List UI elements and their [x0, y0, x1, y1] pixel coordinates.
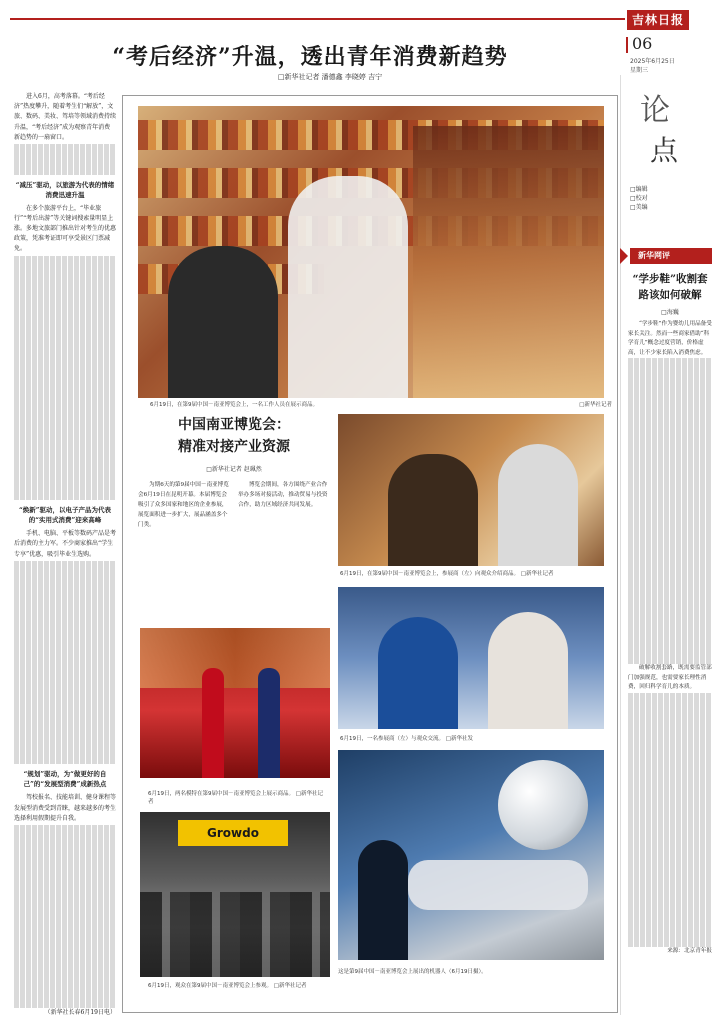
model-figure-right — [258, 668, 280, 778]
photo-shoe-stall — [138, 106, 604, 398]
article-paragraph-1: 在多个旅游平台上，“毕业旅行”“考后出游”等关键词搜索量明显上涨。多地文旅部门推出针对考生的优惠政策，凭准考证即可享受景区门票减免。 — [14, 204, 117, 253]
photo-robot-exhibit — [338, 750, 604, 960]
sub-article-byline: □新华社记者 赵珮然 — [206, 466, 262, 473]
photo-exhibitor-demo — [338, 414, 604, 566]
blue-photo-caption-text: 6月19日，一名参展商（左）与观众交流。 — [340, 736, 444, 742]
robot-photo-caption-text: 这是第9届中国－南亚博览会上展出的机器人（6月19日摄）。 — [338, 969, 487, 975]
opinion-body — [628, 320, 712, 1012]
robot-arms — [408, 860, 588, 910]
sub-article-col-2 — [238, 480, 330, 620]
section-title-line-2: 点 — [650, 134, 681, 167]
newspaper-logo: 吉林日报 — [627, 10, 689, 30]
editor-credits — [630, 185, 648, 212]
opinion-paragraph-2: 破解收割套路，既需要监管部门加强规范，也需要家长理性消费，回归科学育儿的本质。 — [628, 665, 712, 691]
opinion-author: □海巍 — [661, 309, 679, 316]
article-paragraph-3: 驾校报名、技能培训、健身课程等发展型消费受到青睐，越来越多的考生选择利用假期提升自我。 — [14, 794, 117, 822]
crowd-figures — [140, 892, 330, 977]
issue-date — [630, 57, 675, 75]
visitor-figure — [168, 246, 278, 398]
man-photo-caption — [340, 570, 604, 578]
photo-visitors-booth — [140, 812, 330, 977]
booth-sign: Growdo — [178, 820, 288, 846]
operator-figure — [358, 840, 408, 960]
robot-head — [498, 760, 588, 850]
column-divider — [620, 75, 621, 1015]
robot-photo-caption — [338, 968, 604, 976]
top-photo-credit: □新华社记者 — [579, 402, 612, 408]
proofreader-credit: □校对 — [630, 195, 648, 202]
top-photo-caption: 6月19日，在第9届中国－南亚博览会上，一名工作人员在展示商品。 — [150, 402, 318, 408]
masthead-rule — [10, 18, 625, 20]
left-article — [14, 92, 117, 1017]
article-subhead-2: “焕新”驱动，以电子产品为代表的“实用式消费”迎来高峰 — [19, 506, 111, 525]
sub-article-body — [138, 480, 330, 620]
sub-article-col-1 — [138, 480, 230, 620]
opinion-paragraph-1: “学步鞋”作为婴幼儿用品备受家长关注。然而一些商家借助“科学育儿”概念过度营销，价格虚高，让不少家长陷入消费焦虑。 — [628, 321, 712, 356]
visitor-figure-2 — [498, 444, 578, 566]
sub-article-title-line-2: 精准对接产业资源 — [178, 439, 290, 455]
page-number-value: 06 — [632, 34, 653, 53]
exhibitor-blue-figure — [378, 617, 458, 729]
sub-article-col-1-text: 为期6天的第9届中国－南亚博览会6月19日在昆明开幕。本届博览会吸引了众多国家和地区的企业参展，展览面积进一步扩大，展品涵盖多个门类。 — [138, 482, 229, 528]
blue-photo-caption — [340, 735, 604, 743]
sub-article-col-2-text: 博览会期间，各方围绕产业合作举办多场对接活动，推动贸易与投资合作，助力区域经济共同发展。 — [238, 482, 328, 508]
weekday-text: 星期三 — [630, 67, 649, 74]
editor-credit: □编辑 — [630, 186, 648, 193]
photo-exhibitor-chat — [338, 587, 604, 729]
article-intro: 进入6月，高考落幕。“考后经济”热度攀升，随着考生们“解放”，文旅、数码、美妆、驾培等领域消费持续升温，“考后经济”成为观察青年消费新趋势的一扇窗口。 — [14, 93, 117, 141]
visitor-figure-3 — [488, 612, 568, 729]
opinion-title: “学步鞋”收割套路该如何破解 — [632, 273, 708, 301]
headline-byline: □新华社记者 潘德鑫 李晓婷 吉宁 — [277, 73, 383, 81]
model-figure-left — [202, 668, 224, 778]
man-photo-caption-text: 6月19日，在第9届中国－南亚博览会上，参展商（左）向观众介绍商品。 — [340, 571, 519, 577]
sub-article-title-line-1: 中国南亚博览会： — [178, 417, 290, 433]
column-banner: 新华网评 — [630, 248, 712, 264]
crowd-photo-credit: □新华社记者 — [273, 983, 307, 989]
article-subhead-1: “减压”驱动，以旅游为代表的情绪消费迅速升温 — [15, 180, 115, 199]
photo-models-stage — [140, 628, 330, 778]
section-title-line-1: 论 — [640, 93, 672, 128]
designer-credit: □美编 — [630, 204, 648, 211]
man-photo-credit: □新华社记者 — [520, 571, 554, 577]
exhibitor-figure — [388, 454, 478, 566]
vendor-figure — [288, 176, 408, 398]
red-photo-caption — [148, 790, 328, 806]
page-number — [626, 34, 652, 53]
section-title — [640, 85, 680, 169]
article-paragraph-2: 手机、电脑、平板等数码产品是考后消费的主力军。不少商家推出“学生专享”优惠，吸引毕业生选购。 — [14, 530, 117, 558]
sub-article-title — [138, 414, 330, 458]
date-text: 2025年6月25日 — [630, 58, 675, 65]
article-source: （新华社长春6月19日电） — [44, 1009, 116, 1017]
crowd-photo-caption-text: 6月19日，观众在第9届中国－南亚博览会上参观。 — [148, 983, 272, 989]
opinion-source: 来源：北京青年报 — [667, 948, 712, 955]
banner-arrow — [620, 248, 628, 264]
red-photo-caption-text: 6月19日，两名模特在第9届中国－南亚博览会上展示商品。 — [148, 791, 294, 797]
red-photo-credit: □新华社记者 — [148, 791, 323, 805]
page-headline: “考后经济”升温，透出青年消费新趋势 — [112, 44, 508, 70]
blue-photo-credit: □新华社发 — [445, 736, 473, 742]
crowd-photo-caption — [148, 982, 328, 990]
article-subhead-3: “规划”驱动，为“做更好的自己”的“发展型消费”成新热点 — [23, 770, 107, 789]
hanging-goods — [413, 126, 604, 398]
